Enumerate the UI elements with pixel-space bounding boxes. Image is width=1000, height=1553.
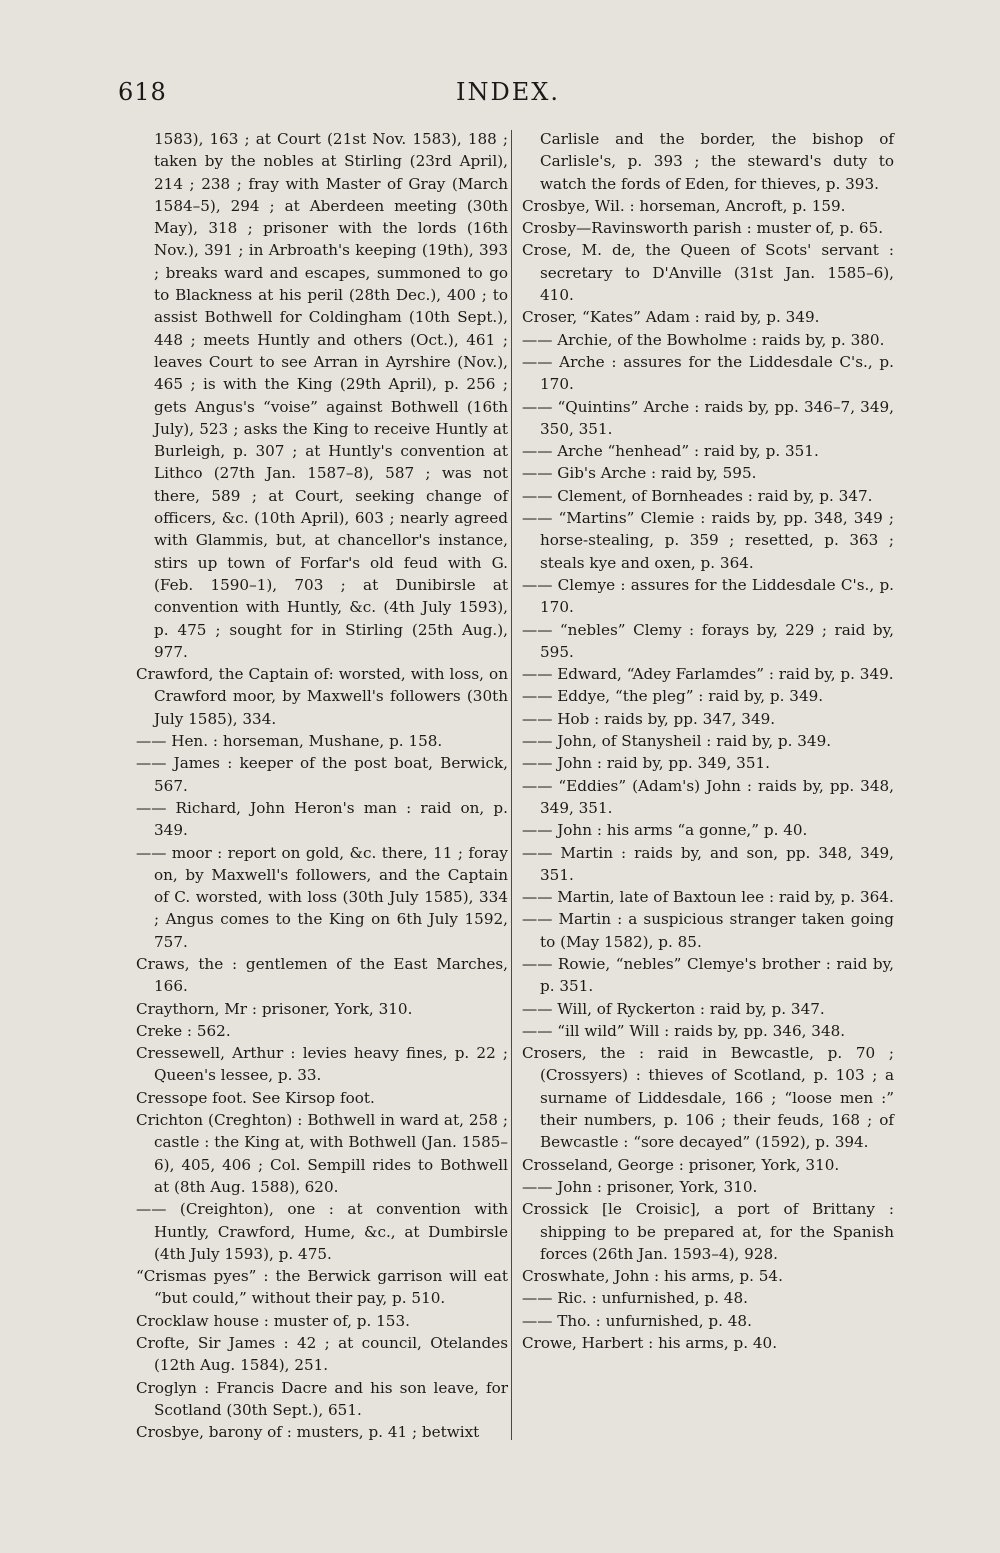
index-entry: —— Eddye, “the pleg” : raid by, p. 349. (522, 687, 824, 706)
index-entry: —— Hen. : horseman, Mushane, p. 158. (136, 732, 443, 751)
index-entry: —— Martin : raids by, and son, pp. 348, 349, 351. (522, 843, 894, 884)
index-entry: —— Hob : raids by, pp. 347, 349. (522, 709, 776, 728)
index-entry: —— Edward, “Adey Farlamdes” : raid by, p. 349. (522, 665, 894, 684)
index-entry: —— Will, of Ryckerton : raid by, p. 347. (522, 999, 825, 1018)
index-entry: Cressope foot. See Kirsop foot. (136, 1088, 375, 1107)
index-entry: Cressewell, Arthur : levies heavy fines, p. 22 ; Queen's lessee, p. 33. (136, 1044, 508, 1085)
index-entry: —— “Eddies” (Adam's) John : raids by, pp. 348, 349, 351. (522, 776, 894, 817)
index-entry: —— Archie, of the Bowholme : raids by, p. 380. (522, 330, 885, 349)
index-entry: Craws, the : gentlemen of the East Marches, 166. (136, 954, 508, 996)
index-entry: Croglyn : Francis Dacre and his son leave, for Scotland (30th Sept.), 651. (136, 1378, 508, 1419)
index-entry: —— Richard, John Heron's man : raid on, p. 349. (136, 798, 508, 840)
running-head-title: INDEX. (456, 78, 560, 106)
index-entry: —— “Quintins” Arche : raids by, pp. 346–7, 349, 350, 351. (522, 397, 894, 438)
index-entry: —— “ill wild” Will : raids by, pp. 346, 348. (522, 1021, 846, 1040)
index-entry: —— Martin, late of Baxtoun lee : raid by, p. 364. (522, 888, 894, 907)
index-column-right (522, 128, 894, 1354)
index-entry: Carlisle and the border, the bishop of Carlisle's, p. 393 ; the steward's duty to watch the fords of Eden, for thieves, p. 393. (540, 130, 894, 193)
index-entry: “Crismas pyes” : the Berwick garrison will eat “but could,” without their pay, p. 510. (136, 1267, 508, 1308)
index-entry: Crose, M. de, the Queen of Scots' servant : secretary to D'Anville (31st Jan. 1585–6), 410. (522, 241, 894, 305)
index-entry: —— Clement, of Bornheades : raid by, p. 347. (522, 486, 873, 505)
index-entry: —— “nebles” Clemy : forays by, 229 ; raid by, 595. (522, 620, 894, 661)
index-entry: —— moor : report on gold, &c. there, 11 ; foray on, by Maxwell's followers, and the Captain of C. worsted, with loss (30th July 1585), 334 ; Angus comes to the King on 6th July 1592, 757. (136, 843, 508, 951)
index-entry: —— James : keeper of the post boat, Berwick, 567. (136, 754, 508, 795)
index-entry: Crosseland, George : prisoner, York, 310. (522, 1155, 840, 1174)
index-entry: —— Clemye : assures for the Liddesdale C's., p. 170. (522, 575, 894, 617)
index-entry: —— Ric. : unfurnished, p. 48. (522, 1289, 748, 1308)
index-entry: —— Gib's Arche : raid by, 595. (522, 464, 757, 483)
index-entry: —— John : his arms “a gonne,” p. 40. (522, 821, 808, 840)
index-entry: —— John, of Stanysheil : raid by, p. 349. (522, 732, 832, 751)
index-column-left (136, 128, 508, 1444)
index-entry: Crawford, the Captain of: worsted, with loss, on Crawford moor, by Maxwell's followers (30th July 1585), 334. (136, 665, 508, 728)
index-entry: Craythorn, Mr : prisoner, York, 310. (136, 999, 413, 1018)
page-number: 618 (118, 78, 167, 106)
index-entry: —— (Creighton), one : at convention with Huntly, Crawford, Hume, &c., at Dumbirsle (4th July 1593), p. 475. (136, 1200, 508, 1263)
index-entry: Crossick [le Croisic], a port of Brittany : shipping to be prepared at, for the Spanish forces (26th Jan. 1593–4), 928. (522, 1200, 894, 1263)
index-entry: —— “Martins” Clemie : raids by, pp. 348, 349 ; horse-stealing, p. 359 ; resetted, p. 363 ; steals kye and oxen, p. 364. (522, 509, 894, 572)
index-entry: —— Arche : assures for the Liddesdale C's., p. 170. (522, 352, 894, 394)
index-entry: Crocklaw house : muster of, p. 153. (136, 1311, 410, 1330)
index-entry: —— Tho. : unfurnished, p. 48. (522, 1311, 752, 1330)
index-entry: Croser, “Kates” Adam : raid by, p. 349. (522, 308, 820, 327)
index-entry: Crosers, the : raid in Bewcastle, p. 70 ; (Crossyers) : thieves of Scotland, p. 103 ; a surname of Liddesdale, 166 ; “loose men :” their numbers, p. 106 ; their feuds, 168 ; of Bewcastle : “sore decayed” (1592), p. 394. (522, 1044, 894, 1152)
index-entry: —— John : prisoner, York, 310. (522, 1177, 758, 1196)
index-entry: Croswhate, John : his arms, p. 54. (522, 1267, 783, 1286)
index-entry: Crichton (Creghton) : Bothwell in ward at, 258 ; castle : the King at, with Bothwell (Jan. 1585–6), 405, 406 ; Col. Sempill rides to Bothwell at (8th Aug. 1588), 620. (136, 1111, 508, 1196)
index-entry: Crosbye, barony of : musters, p. 41 ; betwixt (136, 1423, 480, 1442)
index-entry: Crofte, Sir James : 42 ; at council, Otelandes (12th Aug. 1584), 251. (136, 1334, 508, 1375)
index-entry: 1583), 163 ; at Court (21st Nov. 1583), 188 ; taken by the nobles at Stirling (23rd April), 214 ; 238 ; fray with Master of Gray (March 1584–5), 294 ; at Aberdeen meeting (30th May), 318 ; prisoner with the lords (16th Nov.), 391 ; in Arbroath's keeping (19th), 393 ; breaks ward and escapes, summoned to go to Blackness at his peril (28th Dec.), 400 ; to assist Bothwell for Coldingham (10th Sept.), 448 ; meets Huntly and others (Oct.), 461 ; leaves Court to see Arran in Ayrshire (Nov.), 465 ; is with the King (29th April), p. 256 ; gets Angus's “voise” against Bothwell (16th July), 523 ; asks the King to receive Huntly at Burleigh, p. 307 ; at Huntly's convention at Lithco (27th Jan. 1587–8), 587 ; was not there, 589 ; at Court, seeking change of officers, &c. (10th April), 603 ; nearly agreed with Glammis, but, at chancellor's instance, stirs up town of Forfar's old feud with G. (Feb. 1590–1), 703 ; at Dunibirsle at convention with Huntly, &c. (4th July 1593), p. 475 ; sought for in Stirling (25th Aug.), 977. (154, 130, 508, 661)
index-entry: —— John : raid by, pp. 349, 351. (522, 754, 770, 773)
column-divider (511, 130, 512, 1440)
index-entry: Crosby—Ravinsworth parish : muster of, p. 65. (522, 219, 884, 238)
page-header (118, 78, 898, 108)
index-entry: —— Arche “henhead” : raid by, p. 351. (522, 442, 819, 461)
index-entry: Crowe, Harbert : his arms, p. 40. (522, 1334, 778, 1353)
index-entry: —— Martin : a suspicious stranger taken going to (May 1582), p. 85. (522, 910, 894, 951)
index-entry: Creke : 562. (136, 1021, 231, 1040)
index-entry: —— Rowie, “nebles” Clemye's brother : raid by, p. 351. (522, 954, 894, 996)
index-entry: Crosbye, Wil. : horseman, Ancroft, p. 159. (522, 196, 846, 215)
